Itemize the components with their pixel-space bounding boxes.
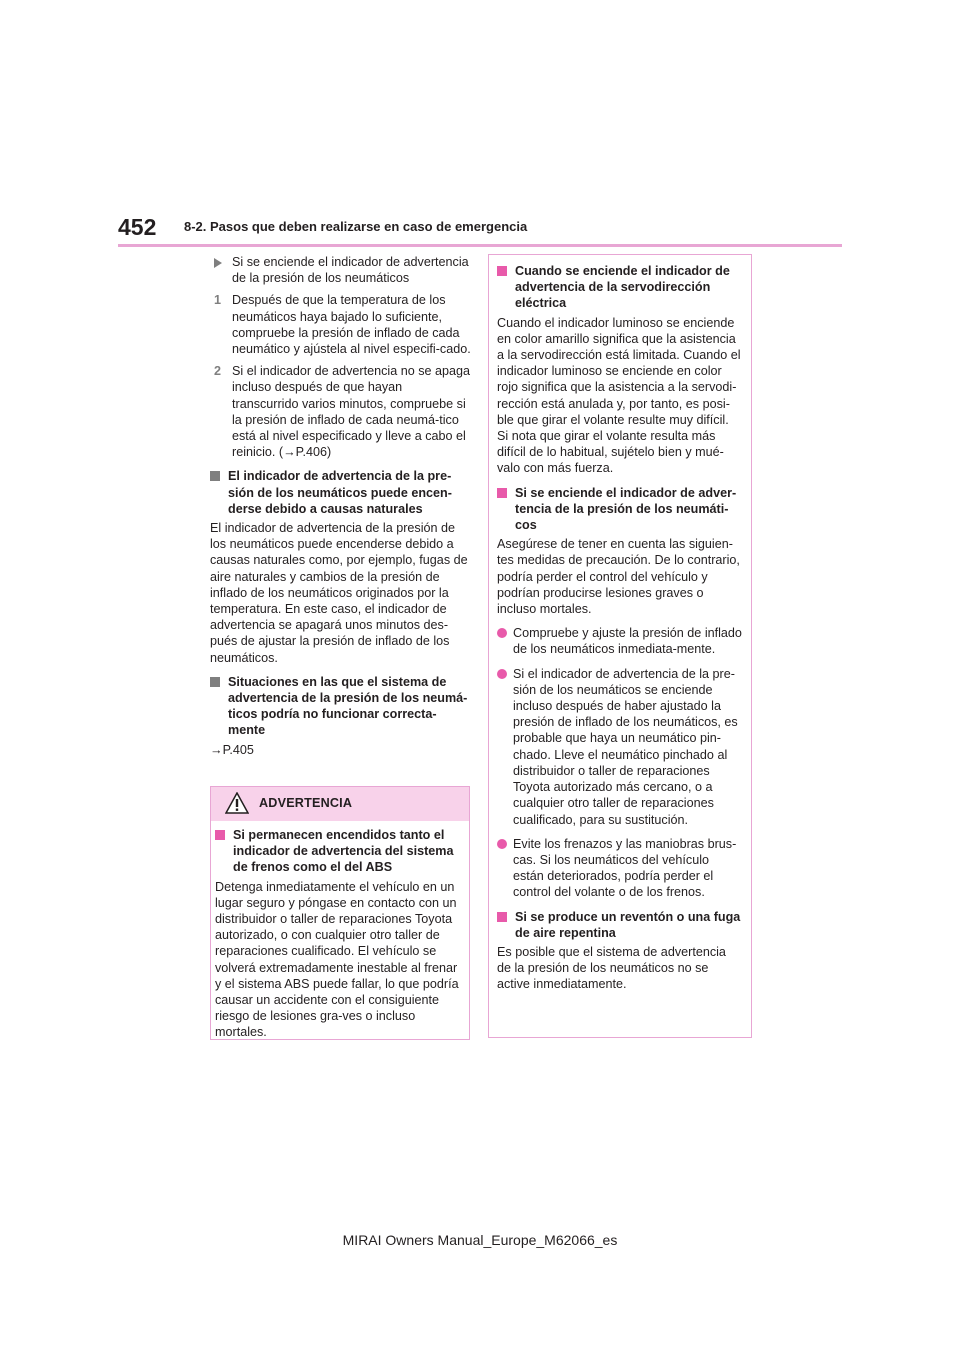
square-bullet-icon bbox=[497, 912, 507, 922]
intro-heading bbox=[210, 254, 472, 286]
header-rule bbox=[118, 244, 842, 247]
warning-box bbox=[210, 786, 470, 1040]
list-item bbox=[497, 836, 743, 901]
section-heading bbox=[210, 674, 472, 739]
info-box bbox=[488, 254, 752, 1038]
warning-text: Detenga inmediatamente el vehículo en un lugar seguro y póngase en contacto con un distribuidor o taller de reparaciones Toyota autorizado, o con cualquier otro taller de reparaciones cualificado. El vehículo se volverá extremadamente inestable al frenar y el sistema ABS puede fallar, lo que podría causar un accidente con el consiguiente riesgo de lesiones gra-ves o incluso mortales. bbox=[215, 879, 459, 1040]
warning-triangle-icon bbox=[225, 792, 249, 814]
square-bullet-icon bbox=[210, 471, 220, 481]
circle-bullet-icon bbox=[497, 628, 507, 638]
section-heading-text: Si se produce un reventón o una fuga de aire repentina bbox=[515, 909, 741, 940]
warning-body bbox=[215, 823, 463, 1041]
warning-title: ADVERTENCIA bbox=[259, 796, 353, 810]
left-column bbox=[210, 254, 472, 764]
section-body: Asegúrese de tener en cuenta las siguien-tes medidas de precaución. De lo contrario, podría perder el control del vehículo y podrían producirse lesiones graves o incluso mortales. bbox=[497, 537, 740, 617]
section-heading-text: El indicador de advertencia de la pre-sión de los neumáticos puede encen-derse debido a causas naturales bbox=[228, 469, 452, 516]
section-heading bbox=[497, 909, 743, 941]
section-body: El indicador de advertencia de la presión de los neumáticos puede encenderse debido a causas naturales como, por ejemplo, fugas de aire naturales y cambios de la presión de inflado de los neumáticos originados por la temperatura. En este caso, el indicador de advertencia se apagará unos minutos des-pués de ajustar la presión de inflado de los neumáticos. bbox=[210, 521, 468, 665]
step-number: 2 bbox=[214, 364, 222, 379]
step-1 bbox=[210, 292, 472, 357]
circle-bullet-icon bbox=[497, 669, 507, 679]
section-heading bbox=[210, 468, 472, 517]
section-body: Es posible que el sistema de advertencia de la presión de los neumáticos no se active inmediatamente. bbox=[497, 944, 726, 992]
info-box-content bbox=[497, 263, 743, 999]
circle-bullet-icon bbox=[497, 839, 507, 849]
list-item-text: Compruebe y ajuste la presión de inflado de los neumáticos inmediata-mente. bbox=[513, 626, 742, 657]
chapter-title: 8-2. Pasos que deben realizarse en caso de emergencia bbox=[184, 219, 528, 234]
section-heading-text: Situaciones en las que el sistema de advertencia de la presión de los neumá-ticos podría no funcionar correcta-mente bbox=[228, 674, 468, 738]
step-text: Si el indicador de advertencia no se apaga incluso después de que hayan transcurrido varios minutos, compruebe si la presión de inflado de cada neumá-tico está al nivel especificado y lleve a cabo el reinicio. (→P.406) bbox=[232, 364, 471, 460]
section-heading-text: Si se enciende el indicador de adver-tencia de la presión de los neumáti-cos bbox=[515, 485, 737, 533]
list-item-text: Evite los frenazos y las maniobras brus-cas. Si los neumáticos del vehículo están deteriorados, podría perder el control del volante o de los frenos. bbox=[513, 836, 737, 900]
square-bullet-icon bbox=[497, 488, 507, 498]
page-number: 452 bbox=[118, 214, 157, 240]
page-footer: MIRAI Owners Manual_Europe_M62066_es bbox=[342, 1232, 618, 1248]
section-heading bbox=[497, 263, 743, 312]
intro-heading-text: Si se enciende el indicador de advertencia de la presión de los neumáticos bbox=[232, 255, 469, 286]
section-heading-text: Cuando se enciende el indicador de advertencia de la servodirección eléctrica bbox=[515, 264, 730, 311]
list-item bbox=[497, 666, 743, 828]
page-reference: →P.405 bbox=[210, 742, 254, 757]
square-bullet-icon bbox=[497, 266, 507, 276]
triangle-arrow-icon bbox=[214, 258, 222, 268]
section-heading-text: Si permanecen encendidos tanto el indicador de advertencia del sistema de frenos como el del ABS bbox=[233, 828, 454, 875]
section-heading bbox=[215, 827, 463, 876]
step-2 bbox=[210, 363, 472, 460]
square-bullet-icon bbox=[210, 677, 220, 687]
square-bullet-icon bbox=[215, 830, 225, 840]
list-item-text: Si el indicador de advertencia de la pre-sión de los neumáticos se enciende incluso después de haber ajustado la presión de inflado de los neumáticos, es probable que haya un neumático pin-chado. Lleve el neumático pinchado al distribuidor o taller de reparaciones Toyota autorizado más cercano, o a cualquier otro taller de reparaciones cualificado, para su sustitución. bbox=[513, 666, 738, 827]
section-heading bbox=[497, 485, 743, 534]
warning-header bbox=[211, 787, 469, 821]
list-item bbox=[497, 625, 743, 657]
step-number: 1 bbox=[214, 293, 222, 308]
section-body: Cuando el indicador luminoso se enciende en color amarillo significa que la asistencia a la servodirección está limitada. Cuando el indicador luminoso se enciende en color rojo significa que la asistencia a la servodi-rección está anulada y, por tanto, es posi-ble que girar el volante resulte muy difícil. Si nota que girar el volante resulta más difícil de lo habitual, sujételo bien y mué-valo con más fuerza. bbox=[497, 315, 741, 476]
step-text: Después de que la temperatura de los neumáticos haya bajado lo suficiente, compruebe la presión de inflado de cada neumático y ajústela al nivel especifi-cado. bbox=[232, 293, 471, 357]
